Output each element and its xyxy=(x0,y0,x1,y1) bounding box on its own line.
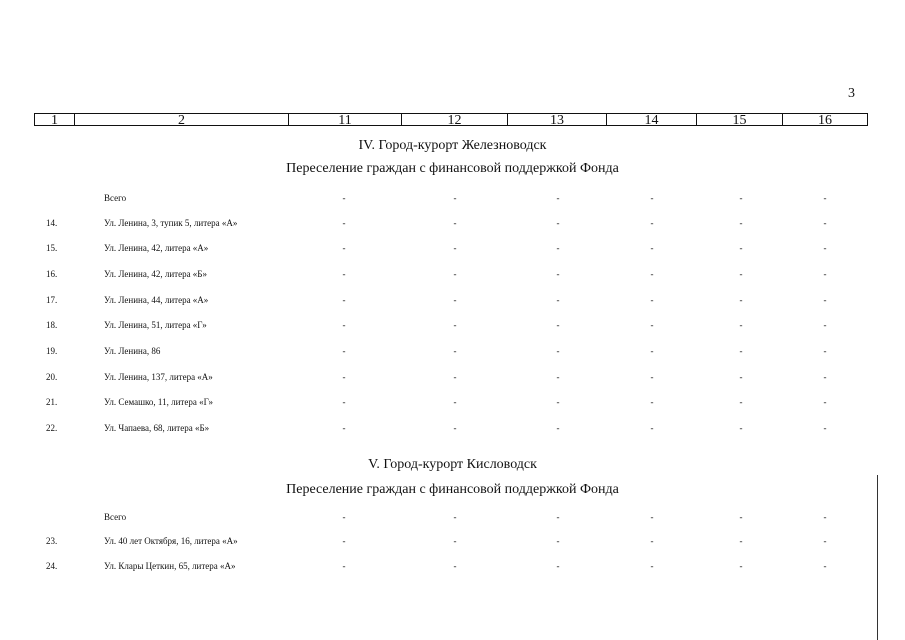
value-cell: - xyxy=(342,372,346,382)
page-edge-line xyxy=(877,475,878,640)
total-label: Всего xyxy=(104,193,127,203)
value-cell: - xyxy=(650,218,654,228)
value-cell: - xyxy=(453,512,457,522)
row-number: 20. xyxy=(46,372,58,382)
value-cell: - xyxy=(823,269,827,279)
value-cell: - xyxy=(650,397,654,407)
value-cell: - xyxy=(739,320,743,330)
value-cell: - xyxy=(739,397,743,407)
value-cell: - xyxy=(453,397,457,407)
value-cell: - xyxy=(739,512,743,522)
value-cell: - xyxy=(556,512,560,522)
total-row xyxy=(0,193,905,207)
table-row xyxy=(0,561,905,575)
value-cell: - xyxy=(342,561,346,571)
value-cell: - xyxy=(342,512,346,522)
row-address: Ул. Ленина, 51, литера «Г» xyxy=(104,320,207,330)
header-cell: 11 xyxy=(289,114,402,125)
value-cell: - xyxy=(556,243,560,253)
value-cell: - xyxy=(342,269,346,279)
section-title: V. Город-курорт Кисловодск xyxy=(368,457,537,472)
row-number: 19. xyxy=(46,346,58,356)
row-address: Ул. Ленина, 42, литера «Б» xyxy=(104,269,207,279)
value-cell: - xyxy=(823,372,827,382)
section-title: IV. Город-курорт Железноводск xyxy=(358,138,547,153)
row-address: Ул. Ленина, 137, литера «А» xyxy=(104,372,213,382)
value-cell: - xyxy=(342,536,346,546)
value-cell: - xyxy=(556,561,560,571)
header-cell: 1 xyxy=(35,114,75,125)
value-cell: - xyxy=(650,372,654,382)
value-cell: - xyxy=(739,561,743,571)
row-number: 14. xyxy=(46,218,58,228)
row-number: 15. xyxy=(46,243,58,253)
value-cell: - xyxy=(823,295,827,305)
value-cell: - xyxy=(823,320,827,330)
value-cell: - xyxy=(650,512,654,522)
table-row xyxy=(0,243,905,257)
value-cell: - xyxy=(453,218,457,228)
value-cell: - xyxy=(823,218,827,228)
value-cell: - xyxy=(556,193,560,203)
value-cell: - xyxy=(650,320,654,330)
value-cell: - xyxy=(342,397,346,407)
value-cell: - xyxy=(342,346,346,356)
table-row xyxy=(0,372,905,386)
row-number: 18. xyxy=(46,320,58,330)
value-cell: - xyxy=(556,218,560,228)
value-cell: - xyxy=(739,372,743,382)
value-cell: - xyxy=(556,295,560,305)
row-address: Ул. Ленина, 42, литера «А» xyxy=(104,243,209,253)
value-cell: - xyxy=(556,320,560,330)
value-cell: - xyxy=(650,561,654,571)
table-row xyxy=(0,346,905,360)
table-row xyxy=(0,295,905,309)
value-cell: - xyxy=(453,320,457,330)
value-cell: - xyxy=(739,193,743,203)
value-cell: - xyxy=(739,269,743,279)
value-cell: - xyxy=(453,561,457,571)
table-row xyxy=(0,269,905,283)
row-address: Ул. 40 лет Октября, 16, литера «А» xyxy=(104,536,238,546)
total-row xyxy=(0,512,905,526)
value-cell: - xyxy=(556,397,560,407)
table-row xyxy=(0,536,905,550)
value-cell: - xyxy=(453,269,457,279)
value-cell: - xyxy=(556,423,560,433)
table-row xyxy=(0,423,905,437)
value-cell: - xyxy=(453,243,457,253)
section-subtitle: Переселение граждан с финансовой поддержкой Фонда xyxy=(286,161,619,176)
header-cell: 2 xyxy=(75,114,289,125)
value-cell: - xyxy=(342,243,346,253)
page-number: 3 xyxy=(848,86,855,101)
value-cell: - xyxy=(823,512,827,522)
header-cell: 12 xyxy=(402,114,508,125)
row-number: 24. xyxy=(46,561,58,571)
column-number-header xyxy=(34,113,868,126)
row-address: Ул. Ленина, 3, тупик 5, литера «А» xyxy=(104,218,238,228)
value-cell: - xyxy=(453,536,457,546)
value-cell: - xyxy=(342,193,346,203)
total-label: Всего xyxy=(104,512,127,522)
row-address: Ул. Ленина, 44, литера «А» xyxy=(104,295,209,305)
header-cell: 16 xyxy=(818,114,832,125)
value-cell: - xyxy=(650,536,654,546)
header-cell: 14 xyxy=(607,114,697,125)
row-address: Ул. Чапаева, 68, литера «Б» xyxy=(104,423,210,433)
value-cell: - xyxy=(739,536,743,546)
value-cell: - xyxy=(823,423,827,433)
value-cell: - xyxy=(650,346,654,356)
value-cell: - xyxy=(650,193,654,203)
table-row xyxy=(0,397,905,411)
value-cell: - xyxy=(739,295,743,305)
row-number: 16. xyxy=(46,269,58,279)
value-cell: - xyxy=(342,320,346,330)
value-cell: - xyxy=(453,423,457,433)
value-cell: - xyxy=(650,423,654,433)
row-address: Ул. Семашко, 11, литера «Г» xyxy=(104,397,214,407)
value-cell: - xyxy=(650,269,654,279)
table-row xyxy=(0,320,905,334)
row-address: Ул. Клары Цеткин, 65, литера «А» xyxy=(104,561,236,571)
value-cell: - xyxy=(739,346,743,356)
value-cell: - xyxy=(342,218,346,228)
row-number: 17. xyxy=(46,295,58,305)
value-cell: - xyxy=(823,193,827,203)
value-cell: - xyxy=(823,346,827,356)
table-row xyxy=(0,218,905,232)
value-cell: - xyxy=(556,269,560,279)
value-cell: - xyxy=(453,193,457,203)
value-cell: - xyxy=(453,346,457,356)
header-cell: 15 xyxy=(697,114,783,125)
value-cell: - xyxy=(556,536,560,546)
value-cell: - xyxy=(823,536,827,546)
header-cell: 13 xyxy=(508,114,607,125)
value-cell: - xyxy=(739,423,743,433)
value-cell: - xyxy=(650,295,654,305)
row-number: 22. xyxy=(46,423,58,433)
value-cell: - xyxy=(739,243,743,253)
value-cell: - xyxy=(739,218,743,228)
row-number: 21. xyxy=(46,397,58,407)
value-cell: - xyxy=(823,561,827,571)
section-subtitle: Переселение граждан с финансовой поддержкой Фонда xyxy=(286,482,619,497)
value-cell: - xyxy=(823,243,827,253)
row-number: 23. xyxy=(46,536,58,546)
value-cell: - xyxy=(342,295,346,305)
value-cell: - xyxy=(823,397,827,407)
value-cell: - xyxy=(650,243,654,253)
row-address: Ул. Ленина, 86 xyxy=(104,346,161,356)
value-cell: - xyxy=(342,423,346,433)
value-cell: - xyxy=(453,295,457,305)
value-cell: - xyxy=(453,372,457,382)
value-cell: - xyxy=(556,346,560,356)
value-cell: - xyxy=(556,372,560,382)
